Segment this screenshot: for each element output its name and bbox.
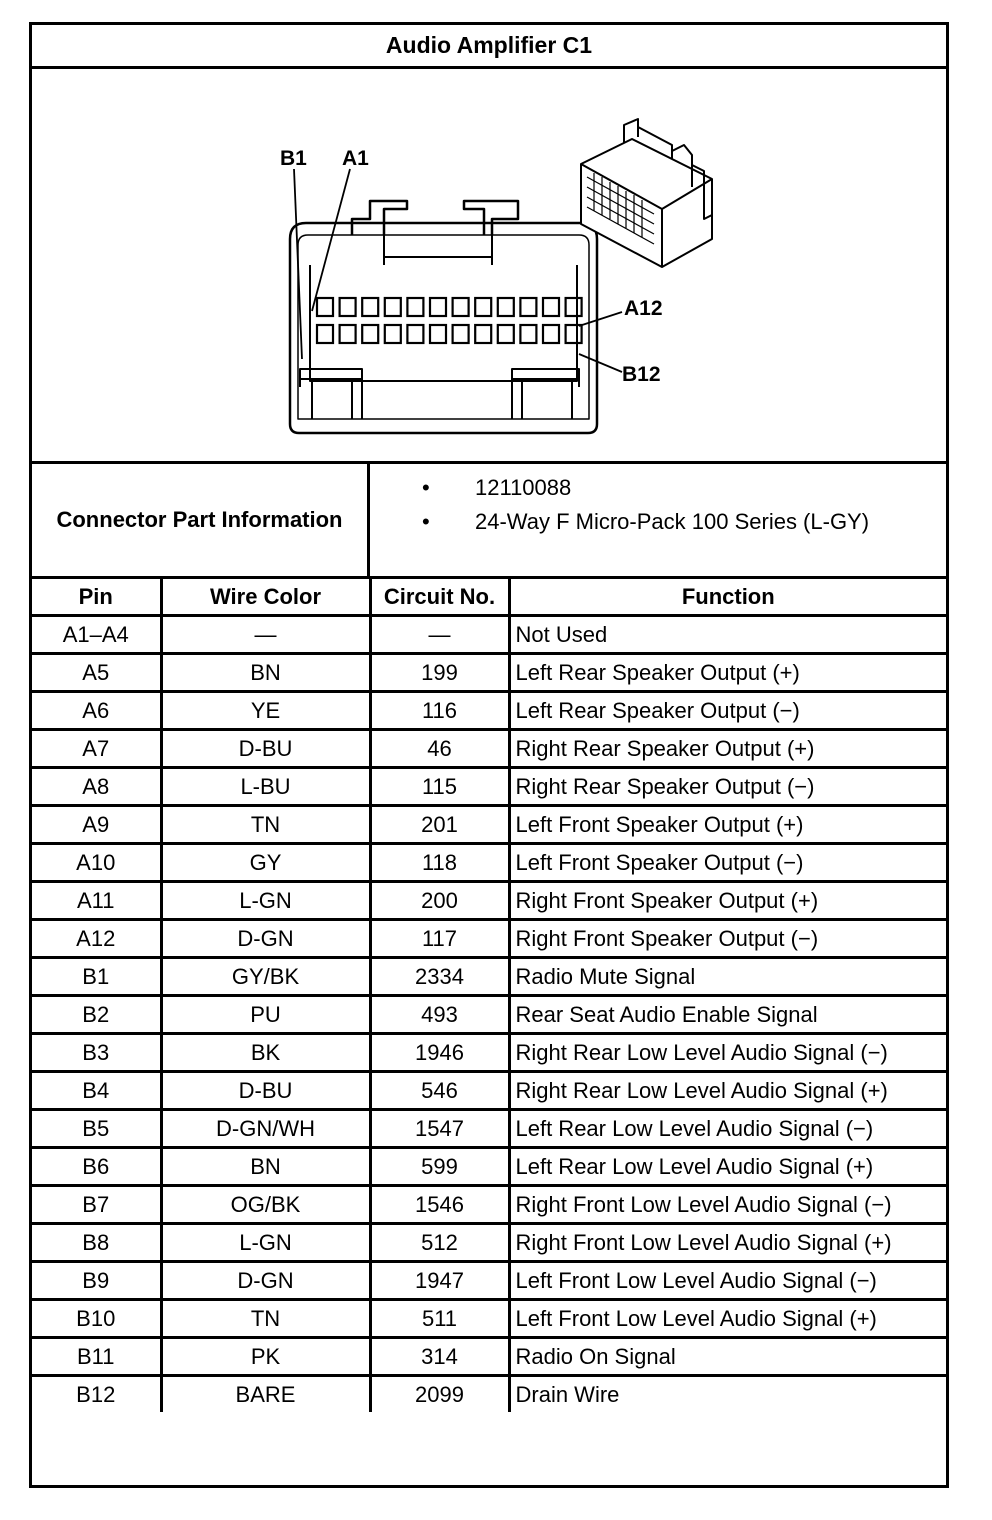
function-cell: Not Used — [509, 616, 946, 654]
circuit-cell: 1946 — [370, 1034, 509, 1072]
connector-part-info-label: Connector Part Information — [32, 464, 370, 576]
pin-cavity — [498, 298, 514, 316]
page-title: Audio Amplifier C1 — [32, 25, 946, 69]
function-cell: Right Rear Low Level Audio Signal (−) — [509, 1034, 946, 1072]
table-row — [32, 1186, 946, 1224]
pin-cell: B1 — [32, 958, 161, 996]
pin-cell: B8 — [32, 1224, 161, 1262]
wire-color-cell: D-BU — [161, 1072, 370, 1110]
pin-cell: B2 — [32, 996, 161, 1034]
table-row — [32, 958, 946, 996]
wire-color-cell: TN — [161, 806, 370, 844]
wire-color-cell: GY/BK — [161, 958, 370, 996]
table-row — [32, 654, 946, 692]
pin-cell: A7 — [32, 730, 161, 768]
circuit-cell: 118 — [370, 844, 509, 882]
pin-cell: B3 — [32, 1034, 161, 1072]
table-row — [32, 730, 946, 768]
table-row — [32, 1224, 946, 1262]
pin-cavity — [543, 325, 559, 343]
function-cell: Right Rear Speaker Output (+) — [509, 730, 946, 768]
pin-cavity — [362, 298, 378, 316]
right-lock-tab — [464, 201, 518, 235]
function-cell: Drain Wire — [509, 1376, 946, 1413]
function-cell: Rear Seat Audio Enable Signal — [509, 996, 946, 1034]
function-cell: Right Front Low Level Audio Signal (+) — [509, 1224, 946, 1262]
connector-description: 24-Way F Micro-Pack 100 Series (L-GY) — [475, 509, 870, 534]
pinout-table — [32, 579, 946, 1412]
circuit-header: Circuit No. — [370, 579, 509, 616]
a1-leader-line — [312, 169, 350, 311]
pin-cavity — [340, 298, 356, 316]
pin-cell: B12 — [32, 1376, 161, 1413]
wire-color-cell: PK — [161, 1338, 370, 1376]
circuit-cell: 2099 — [370, 1376, 509, 1413]
circuit-cell: 546 — [370, 1072, 509, 1110]
housing-inner-outline — [298, 235, 589, 419]
b1-label: B1 — [280, 147, 307, 170]
table-row — [32, 1148, 946, 1186]
b12-label: B12 — [622, 363, 661, 386]
a1-label: A1 — [342, 147, 369, 170]
left-lock-tab — [352, 201, 407, 235]
table-row — [32, 1376, 946, 1413]
connector-part-info-list — [370, 464, 946, 576]
wire-color-cell: D-GN — [161, 920, 370, 958]
wire-color-cell: BN — [161, 654, 370, 692]
wire-color-cell: L-GN — [161, 882, 370, 920]
circuit-cell: 2334 — [370, 958, 509, 996]
pin-cell: B10 — [32, 1300, 161, 1338]
pin-cell: B6 — [32, 1148, 161, 1186]
wire-color-cell: OG/BK — [161, 1186, 370, 1224]
pin-cell: A10 — [32, 844, 161, 882]
table-row — [32, 616, 946, 654]
table-row — [32, 1262, 946, 1300]
wire-color-cell: D-BU — [161, 730, 370, 768]
wire-color-cell: TN — [161, 1300, 370, 1338]
pin-cavity — [475, 298, 491, 316]
circuit-cell: 199 — [370, 654, 509, 692]
wire-color-cell: D-GN — [161, 1262, 370, 1300]
circuit-cell: 512 — [370, 1224, 509, 1262]
function-cell: Right Rear Low Level Audio Signal (+) — [509, 1072, 946, 1110]
part-number: 12110088 — [475, 475, 572, 500]
table-row — [32, 920, 946, 958]
pin-cavity — [340, 325, 356, 343]
pin-cavity — [362, 325, 378, 343]
pin-cavity — [498, 325, 514, 343]
circuit-cell: 201 — [370, 806, 509, 844]
function-cell: Right Rear Speaker Output (−) — [509, 768, 946, 806]
table-row — [32, 1034, 946, 1072]
wire-color-cell: BK — [161, 1034, 370, 1072]
circuit-cell: — — [370, 616, 509, 654]
a12-label: A12 — [624, 297, 663, 320]
wire-color-header: Wire Color — [161, 579, 370, 616]
function-cell: Left Rear Speaker Output (+) — [509, 654, 946, 692]
circuit-cell: 116 — [370, 692, 509, 730]
pin-cavity — [317, 298, 333, 316]
function-cell: Left Rear Low Level Audio Signal (+) — [509, 1148, 946, 1186]
function-cell: Left Front Low Level Audio Signal (−) — [509, 1262, 946, 1300]
function-cell: Radio On Signal — [509, 1338, 946, 1376]
pin-cell: A12 — [32, 920, 161, 958]
pin-cell: B5 — [32, 1110, 161, 1148]
pin-cavity — [566, 325, 582, 343]
pin-cell: A9 — [32, 806, 161, 844]
circuit-cell: 1947 — [370, 1262, 509, 1300]
circuit-cell: 1547 — [370, 1110, 509, 1148]
pin-cavity — [566, 298, 582, 316]
table-row — [32, 996, 946, 1034]
pin-cavity — [385, 325, 401, 343]
pin-cavity — [407, 298, 423, 316]
connector-part-info — [32, 461, 946, 579]
pin-cavity — [520, 325, 536, 343]
wire-color-cell: D-GN/WH — [161, 1110, 370, 1148]
function-cell: Right Front Low Level Audio Signal (−) — [509, 1186, 946, 1224]
circuit-cell: 314 — [370, 1338, 509, 1376]
housing-outline — [290, 223, 597, 433]
top-rail — [384, 235, 492, 265]
function-cell: Left Front Speaker Output (−) — [509, 844, 946, 882]
wire-color-cell: L-BU — [161, 768, 370, 806]
pin-cell: B7 — [32, 1186, 161, 1224]
bullet-icon: • — [422, 509, 430, 534]
wire-color-cell: — — [161, 616, 370, 654]
function-cell: Left Rear Speaker Output (−) — [509, 692, 946, 730]
a12-leader-line — [579, 312, 622, 326]
pin-header: Pin — [32, 579, 161, 616]
pin-cavity — [520, 298, 536, 316]
connector-3d-view — [581, 119, 712, 267]
pin-cell: A6 — [32, 692, 161, 730]
function-header: Function — [509, 579, 946, 616]
wire-color-cell: PU — [161, 996, 370, 1034]
pin-cell: B9 — [32, 1262, 161, 1300]
table-row — [32, 768, 946, 806]
pin-cavity — [430, 325, 446, 343]
pin-cell: A5 — [32, 654, 161, 692]
pin-cavity — [453, 325, 469, 343]
wire-color-cell: BN — [161, 1148, 370, 1186]
pin-cavity — [385, 298, 401, 316]
pin-cell: A8 — [32, 768, 161, 806]
pin-cavity — [317, 325, 333, 343]
wire-color-cell: GY — [161, 844, 370, 882]
pin-cell: A1–A4 — [32, 616, 161, 654]
pin-cavity — [543, 298, 559, 316]
wire-color-cell: BARE — [161, 1376, 370, 1413]
connector-face-drawing — [32, 69, 946, 464]
table-row — [32, 1300, 946, 1338]
circuit-cell: 115 — [370, 768, 509, 806]
table-row — [32, 1072, 946, 1110]
pin-cell: A11 — [32, 882, 161, 920]
circuit-cell: 493 — [370, 996, 509, 1034]
function-cell: Left Rear Low Level Audio Signal (−) — [509, 1110, 946, 1148]
table-header-row — [32, 579, 946, 616]
function-cell: Right Front Speaker Output (+) — [509, 882, 946, 920]
cavity-frame — [310, 265, 577, 381]
circuit-cell: 1546 — [370, 1186, 509, 1224]
function-cell: Right Front Speaker Output (−) — [509, 920, 946, 958]
function-cell: Left Front Low Level Audio Signal (+) — [509, 1300, 946, 1338]
table-row — [32, 1338, 946, 1376]
pin-cavity — [453, 298, 469, 316]
circuit-cell: 200 — [370, 882, 509, 920]
pin-cell: B11 — [32, 1338, 161, 1376]
function-cell: Radio Mute Signal — [509, 958, 946, 996]
table-row — [32, 806, 946, 844]
wire-color-cell: YE — [161, 692, 370, 730]
wire-color-cell: L-GN — [161, 1224, 370, 1262]
circuit-cell: 117 — [370, 920, 509, 958]
table-row — [32, 844, 946, 882]
table-row — [32, 882, 946, 920]
connector-diagram — [32, 69, 946, 464]
table-row — [32, 692, 946, 730]
right-foot — [512, 369, 579, 419]
pin-cavity — [430, 298, 446, 316]
pin-cavity — [407, 325, 423, 343]
pin-cell: B4 — [32, 1072, 161, 1110]
table-row — [32, 1110, 946, 1148]
pin-cavity — [475, 325, 491, 343]
circuit-cell: 599 — [370, 1148, 509, 1186]
circuit-cell: 46 — [370, 730, 509, 768]
connector-sheet — [29, 22, 949, 1488]
b12-leader-line — [579, 354, 622, 372]
circuit-cell: 511 — [370, 1300, 509, 1338]
function-cell: Left Front Speaker Output (+) — [509, 806, 946, 844]
bullet-icon: • — [422, 475, 430, 500]
